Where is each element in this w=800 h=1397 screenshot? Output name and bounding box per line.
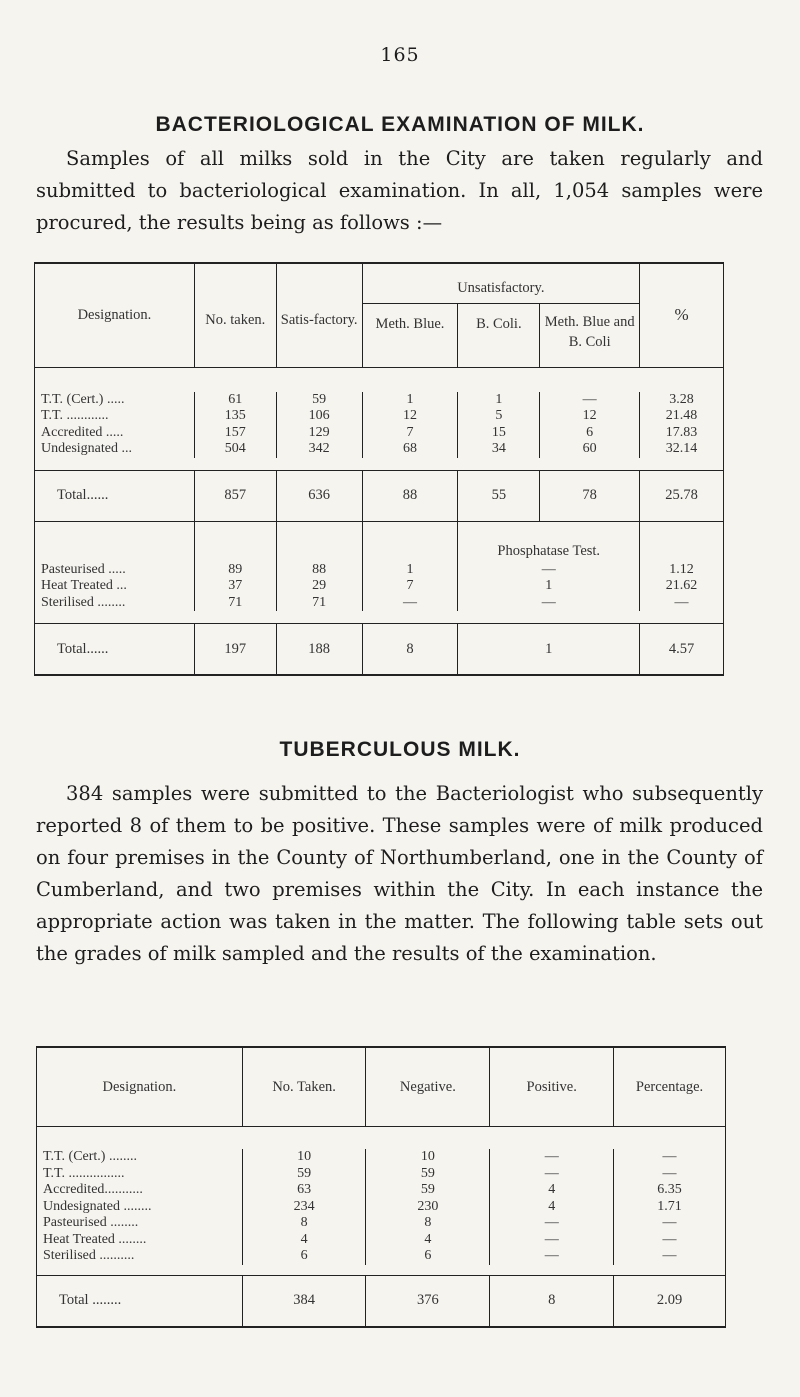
cell-negative: 4: [366, 1232, 490, 1249]
table-row: [37, 1149, 726, 1166]
cell-percentage: —: [614, 1166, 726, 1183]
header-percentage: Percentage.: [614, 1047, 726, 1127]
cell-negative: 59: [366, 1182, 490, 1199]
cell-percentage: 6.35: [614, 1182, 726, 1199]
cell-phosphatase: 1: [458, 578, 640, 595]
table-row: [35, 595, 724, 612]
cell-percent: 17.83: [640, 425, 724, 442]
row-designation: Accredited...........: [37, 1182, 243, 1199]
cell-taken: 504: [194, 441, 276, 458]
cell-satisfactory: 29: [276, 578, 362, 595]
row-designation: T.T. ............: [35, 408, 195, 425]
cell-satisfactory: 71: [276, 595, 362, 612]
cell-b-coli: 5: [458, 408, 540, 425]
header-no-taken: No. Taken.: [242, 1047, 366, 1127]
row-designation: Sterilised ........: [35, 595, 195, 612]
cell-both: —: [540, 392, 640, 409]
total-percent: 25.78: [640, 470, 724, 521]
cell-percentage: —: [614, 1248, 726, 1265]
section-title-tuberculous: TUBERCULOUS MILK.: [279, 738, 521, 761]
cell-percentage: 1.71: [614, 1199, 726, 1216]
header-unsatisfactory: Unsatisfactory.: [362, 263, 640, 303]
phosphatase-test-label: Phosphatase Test.: [458, 521, 640, 562]
cell-negative: 10: [366, 1149, 490, 1166]
header-percent: %: [640, 263, 724, 367]
total-satisfactory: 188: [276, 624, 362, 676]
header-designation: Designation.: [35, 263, 195, 367]
cell-satisfactory: 106: [276, 408, 362, 425]
cell-percent: 1.12: [640, 562, 724, 579]
table-row: [37, 1215, 726, 1232]
cell-percent: 21.62: [640, 578, 724, 595]
total-meth-blue: 88: [362, 470, 458, 521]
cell-positive: —: [490, 1232, 614, 1249]
cell-positive: —: [490, 1248, 614, 1265]
cell-percentage: —: [614, 1232, 726, 1249]
cell-satisfactory: 129: [276, 425, 362, 442]
cell-positive: 4: [490, 1199, 614, 1216]
total-positive: 8: [490, 1275, 614, 1327]
row-designation: Heat Treated ........: [37, 1232, 243, 1249]
cell-phosphatase: —: [458, 595, 640, 612]
row-designation: Undesignated ...: [35, 441, 195, 458]
cell-percent: 32.14: [640, 441, 724, 458]
row-designation: Sterilised ..........: [37, 1248, 243, 1265]
cell-percentage: —: [614, 1215, 726, 1232]
table-row: [37, 1232, 726, 1249]
header-b-coli: B. Coli.: [458, 303, 540, 367]
cell-percentage: —: [614, 1149, 726, 1166]
row-designation: Pasteurised .....: [35, 562, 195, 579]
total-taken: 384: [242, 1275, 366, 1327]
total-row: [37, 1275, 726, 1327]
cell-meth-blue: 1: [362, 562, 458, 579]
header-designation: Designation.: [37, 1047, 243, 1127]
cell-meth-blue: 1: [362, 392, 458, 409]
cell-taken: 8: [242, 1215, 366, 1232]
header-meth-blue: Meth. Blue.: [362, 303, 458, 367]
cell-both: 6: [540, 425, 640, 442]
table-row: [37, 1199, 726, 1216]
cell-meth-blue: —: [362, 595, 458, 612]
cell-taken: 10: [242, 1149, 366, 1166]
cell-phosphatase: —: [458, 562, 640, 579]
cell-positive: 4: [490, 1182, 614, 1199]
cell-b-coli: 1: [458, 392, 540, 409]
row-designation: Heat Treated ...: [35, 578, 195, 595]
table-row: [37, 1182, 726, 1199]
table-row: [35, 562, 724, 579]
cell-negative: 8: [366, 1215, 490, 1232]
row-designation: Accredited .....: [35, 425, 195, 442]
intro-paragraph: Samples of all milks sold in the City are taken regularly and submitted to bacteriological examination. In all, 1,054 samples were procured, the results being as follows :—: [36, 147, 763, 234]
cell-both: 60: [540, 441, 640, 458]
header-meth-blue-b-coli: Meth. Blue and B. Coli: [540, 303, 640, 367]
cell-positive: —: [490, 1149, 614, 1166]
cell-taken: 234: [242, 1199, 366, 1216]
total-satisfactory: 636: [276, 470, 362, 521]
cell-taken: 63: [242, 1182, 366, 1199]
total-both: 78: [540, 470, 640, 521]
cell-both: 12: [540, 408, 640, 425]
total-label: Total ........: [37, 1275, 243, 1327]
total-row: [35, 470, 724, 521]
cell-b-coli: 34: [458, 441, 540, 458]
table-row: [35, 425, 724, 442]
total-taken: 857: [194, 470, 276, 521]
total-b-coli: 55: [458, 470, 540, 521]
table-row: [35, 441, 724, 458]
table-row: [35, 578, 724, 595]
tuberculous-results-table: [36, 1046, 726, 1328]
row-designation: Pasteurised ........: [37, 1215, 243, 1232]
cell-negative: 230: [366, 1199, 490, 1216]
cell-meth-blue: 7: [362, 425, 458, 442]
total-phosphatase: 1: [458, 624, 640, 676]
row-designation: T.T. (Cert.) ........: [37, 1149, 243, 1166]
total-row: [35, 624, 724, 676]
cell-positive: —: [490, 1166, 614, 1183]
total-percent: 4.57: [640, 624, 724, 676]
cell-taken: 37: [194, 578, 276, 595]
total-taken: 197: [194, 624, 276, 676]
section-title-bacteriological: BACTERIOLOGICAL EXAMINATION OF MILK.: [155, 113, 645, 136]
table-row: [35, 392, 724, 409]
cell-percent: —: [640, 595, 724, 612]
cell-satisfactory: 342: [276, 441, 362, 458]
table-row: [35, 408, 724, 425]
header-negative: Negative.: [366, 1047, 490, 1127]
cell-taken: 6: [242, 1248, 366, 1265]
cell-negative: 6: [366, 1248, 490, 1265]
header-satisfactory: Satis-factory.: [276, 263, 362, 367]
cell-meth-blue: 12: [362, 408, 458, 425]
cell-taken: 135: [194, 408, 276, 425]
cell-b-coli: 15: [458, 425, 540, 442]
tuberculous-paragraph: 384 samples were submitted to the Bacteriologist who subsequently reported 8 of them to be positive. These samples were of milk produced on four premises in the County of Northumberland, one in the County of Cumberland, and two premises within the City. In each instance the appropriate action was taken in the matter. The following table sets out the grades of milk sampled and the results of the examination.: [36, 782, 763, 965]
cell-taken: 61: [194, 392, 276, 409]
row-designation: Undesignated ........: [37, 1199, 243, 1216]
cell-positive: —: [490, 1215, 614, 1232]
page-number: 165: [380, 44, 420, 66]
cell-taken: 71: [194, 595, 276, 612]
cell-taken: 4: [242, 1232, 366, 1249]
total-percentage: 2.09: [614, 1275, 726, 1327]
total-label: Total......: [35, 624, 195, 676]
total-label: Total......: [35, 470, 195, 521]
cell-meth-blue: 7: [362, 578, 458, 595]
cell-taken: 157: [194, 425, 276, 442]
cell-meth-blue: 68: [362, 441, 458, 458]
cell-satisfactory: 59: [276, 392, 362, 409]
cell-percent: 21.48: [640, 408, 724, 425]
bacteriological-results-table: [34, 262, 724, 676]
row-designation: T.T. (Cert.) .....: [35, 392, 195, 409]
cell-taken: 59: [242, 1166, 366, 1183]
total-meth-blue: 8: [362, 624, 458, 676]
table-row: [37, 1166, 726, 1183]
cell-negative: 59: [366, 1166, 490, 1183]
cell-satisfactory: 88: [276, 562, 362, 579]
cell-percent: 3.28: [640, 392, 724, 409]
cell-taken: 89: [194, 562, 276, 579]
header-no-taken: No. taken.: [194, 263, 276, 367]
table-row: [37, 1248, 726, 1265]
row-designation: T.T. ................: [37, 1166, 243, 1183]
header-positive: Positive.: [490, 1047, 614, 1127]
total-negative: 376: [366, 1275, 490, 1327]
